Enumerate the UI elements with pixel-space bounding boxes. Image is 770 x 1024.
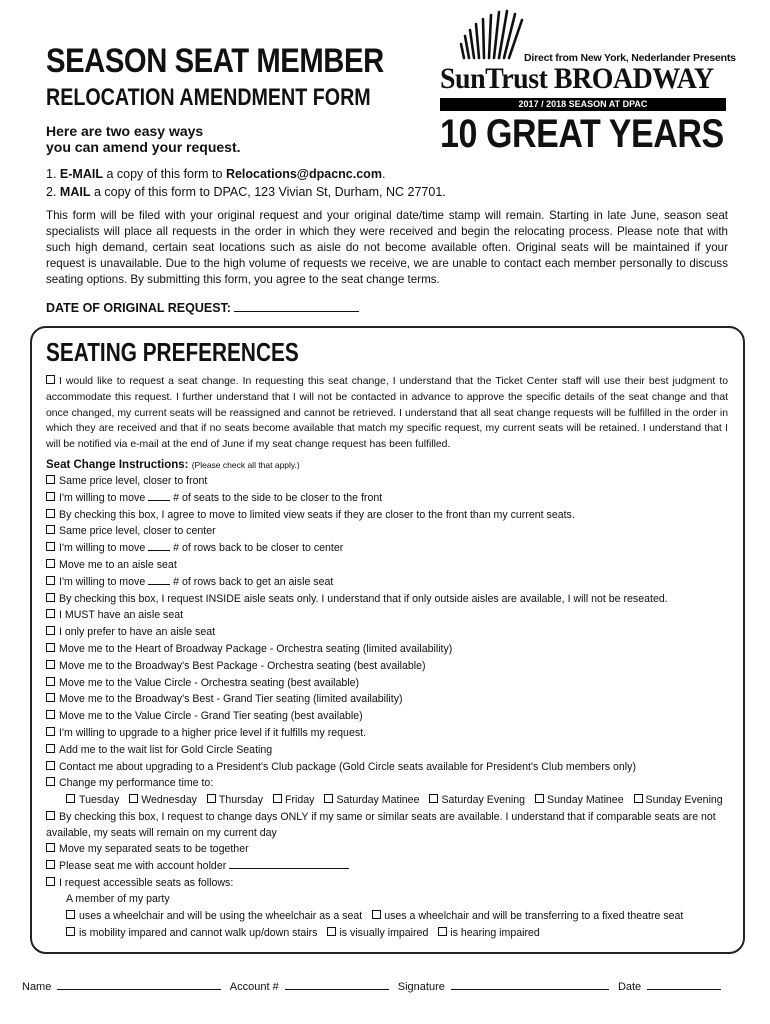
option-upgrade: I'm willing to upgrade to a higher price level if it fulfills my request. xyxy=(46,725,736,742)
option-heart-broadway: Move me to the Heart of Broadway Package - Orchestra seating (limited availability) xyxy=(46,641,736,658)
checkbox[interactable] xyxy=(46,811,55,820)
season-banner: 2017 / 2018 SEASON AT DPAC xyxy=(440,98,726,111)
account-holder-field[interactable] xyxy=(229,859,349,869)
checkbox[interactable] xyxy=(46,877,55,886)
rows-aisle-field[interactable] xyxy=(148,575,170,585)
seats-side-field[interactable] xyxy=(148,491,170,501)
checkbox[interactable] xyxy=(46,843,55,852)
checkbox[interactable] xyxy=(46,677,55,686)
checkbox[interactable] xyxy=(46,509,55,518)
option-prefer-aisle: I only prefer to have an aisle seat xyxy=(46,624,736,641)
checkbox[interactable] xyxy=(46,525,55,534)
accessible-other-options: is mobility impared and cannot walk up/down stairs is visually impaired is hearing impaired xyxy=(46,925,736,942)
option-rows-aisle: I'm willing to move # of rows back to get an aisle seat xyxy=(46,574,736,591)
checkbox[interactable] xyxy=(46,542,55,551)
step-email: 1. E-MAIL a copy of this form to Relocations@dpacnc.com. xyxy=(46,167,386,181)
checkbox[interactable] xyxy=(46,660,55,669)
option-presidents-club: Contact me about upgrading to a President's Club package (Gold Circle seats available for President's Club members only) xyxy=(46,759,736,776)
checkbox-sunday-evening[interactable] xyxy=(634,794,643,803)
checkbox[interactable] xyxy=(46,593,55,602)
rows-center-field[interactable] xyxy=(148,541,170,551)
option-waitlist: Add me to the wait list for Gold Circle Seating xyxy=(46,742,736,759)
option-account-holder: Please seat me with account holder xyxy=(46,858,736,875)
email-link[interactable]: Relocations@dpacnc.com xyxy=(225,167,382,181)
option-value-grand-tier: Move me to the Value Circle - Grand Tier seating (best available) xyxy=(46,708,736,725)
checkbox-hearing[interactable] xyxy=(438,927,447,936)
option-limited-view: By checking this box, I agree to move to limited view seats if they are closer to the front than my current seats. xyxy=(46,507,736,524)
option-together: Move my separated seats to be together xyxy=(46,841,736,858)
option-performance-time: Change my performance time to: xyxy=(46,775,736,792)
checkbox-mobility[interactable] xyxy=(66,927,75,936)
checkbox[interactable] xyxy=(46,609,55,618)
presents-text: Direct from New York, Nederlander Presents xyxy=(524,52,736,64)
date-field[interactable] xyxy=(647,978,721,990)
option-same-center: Same price level, closer to center xyxy=(46,523,736,540)
option-best-grand-tier: Move me to the Broadway's Best - Grand Tier seating (limited availability) xyxy=(46,691,736,708)
checkbox-thursday[interactable] xyxy=(207,794,216,803)
form-subtitle: RELOCATION AMENDMENT FORM xyxy=(46,84,371,111)
checkbox-request-change[interactable] xyxy=(46,375,55,384)
checkbox[interactable] xyxy=(46,559,55,568)
option-accessible: I request accessible seats as follows: xyxy=(46,875,736,892)
option-best-orchestra: Move me to the Broadway's Best Package - Orchestra seating (best available) xyxy=(46,658,736,675)
checkbox[interactable] xyxy=(46,761,55,770)
terms-paragraph: This form will be filed with your original request and your original date/time stamp will remain. Starting in late June, season seat specialists will place all requests in the order in which they were received and begin the relocating process. Please note that with such high demand, certain seat locations such as aisle do not become available often. Original seats will be maintained if your request is unavailable. Due to the high volume of requests we receive, we are unable to contact each member personally to discuss seating options. By submitting this form, you agree to the seat change terms. xyxy=(46,209,728,286)
original-request-date: DATE OF ORIGINAL REQUEST: xyxy=(46,299,359,315)
checkbox[interactable] xyxy=(46,475,55,484)
checkbox[interactable] xyxy=(46,727,55,736)
option-inside-aisle: By checking this box, I request INSIDE aisle seats only. I understand that if only outside aisles are available, I will not be reseated. xyxy=(46,591,736,608)
checkbox[interactable] xyxy=(46,777,55,786)
brand-name: SunTrust BROADWAY xyxy=(440,62,714,95)
account-field[interactable] xyxy=(285,978,389,990)
checkbox[interactable] xyxy=(46,576,55,585)
checkbox-friday[interactable] xyxy=(273,794,282,803)
performance-days: Tuesday Wednesday Thursday Friday Saturday Matinee Saturday Evening Sunday Matinee Sunday Evening xyxy=(46,792,736,809)
checkbox-sunday-matinee[interactable] xyxy=(535,794,544,803)
step-mail: 2. MAIL a copy of this form to DPAC, 123 Vivian St, Durham, NC 27701. xyxy=(46,185,446,199)
signature-field[interactable] xyxy=(451,978,609,990)
signature-row: Name Account # Signature Date xyxy=(22,978,748,993)
submission-steps xyxy=(46,165,446,201)
checkbox-wednesday[interactable] xyxy=(129,794,138,803)
checkbox[interactable] xyxy=(46,643,55,652)
option-move-rows: I'm willing to move # of rows back to be closer to center xyxy=(46,540,736,557)
party-label: A member of my party xyxy=(66,893,170,906)
instructions-heading: Seat Change Instructions: (Please check all that apply.) xyxy=(46,459,300,471)
checkbox[interactable] xyxy=(46,744,55,753)
checkbox-tuesday[interactable] xyxy=(66,794,75,803)
sunburst-icon xyxy=(458,8,528,60)
checkbox[interactable] xyxy=(46,626,55,635)
seat-change-acknowledgment: I would like to request a seat change. In requesting this seat change, I understand that the Ticket Center staff will use their best judgment to accommodate this request. I further understand that I will not be contacted in advance to approve the specific details of the seat change and that once changed, my current seats will be reassigned and cannot be retrieved. I understand that all seat change requests will be fulfilled in the order in which they are received and that if no seats become available that match my specific request, my current seats will be retained. I understand that I will be notified via e-mail at the end of June if my seat change request has been fulfilled. xyxy=(46,376,728,451)
option-same-front: Same price level, closer to front xyxy=(46,473,736,490)
name-field[interactable] xyxy=(57,978,221,990)
option-must-aisle: I MUST have an aisle seat xyxy=(46,607,736,624)
checkbox[interactable] xyxy=(46,492,55,501)
suntrust-broadway-logo xyxy=(440,8,736,158)
checkbox[interactable] xyxy=(46,860,55,869)
checkbox[interactable] xyxy=(46,693,55,702)
checkbox-visual[interactable] xyxy=(327,927,336,936)
intro-text: Here are two easy ways you can amend your request. xyxy=(46,123,241,155)
accessible-wheelchair-options: uses a wheelchair and will be using the wheelchair as a seat uses a wheelchair and will be transferring to a fixed theatre seat xyxy=(46,908,736,925)
tagline: 10 GREAT YEARS xyxy=(440,112,724,156)
option-change-days: By checking this box, I request to change days ONLY if my same or similar seats are available. I understand that if comparable seats are not available, my seats will remain on my current day xyxy=(46,810,716,839)
seat-change-options xyxy=(46,473,736,942)
seating-title: SEATING PREFERENCES xyxy=(46,337,299,367)
option-value-orchestra: Move me to the Value Circle - Orchestra seating (best available) xyxy=(46,675,736,692)
checkbox-saturday-evening[interactable] xyxy=(429,794,438,803)
option-aisle: Move me to an aisle seat xyxy=(46,557,736,574)
option-move-side: I'm willing to move # of seats to the side to be closer to the front xyxy=(46,490,736,507)
checkbox-saturday-matinee[interactable] xyxy=(324,794,333,803)
checkbox-wheelchair-seat[interactable] xyxy=(66,910,75,919)
checkbox-wheelchair-transfer[interactable] xyxy=(372,910,381,919)
original-date-field[interactable] xyxy=(234,299,359,312)
form-title: SEASON SEAT MEMBER xyxy=(46,42,384,80)
checkbox[interactable] xyxy=(46,710,55,719)
